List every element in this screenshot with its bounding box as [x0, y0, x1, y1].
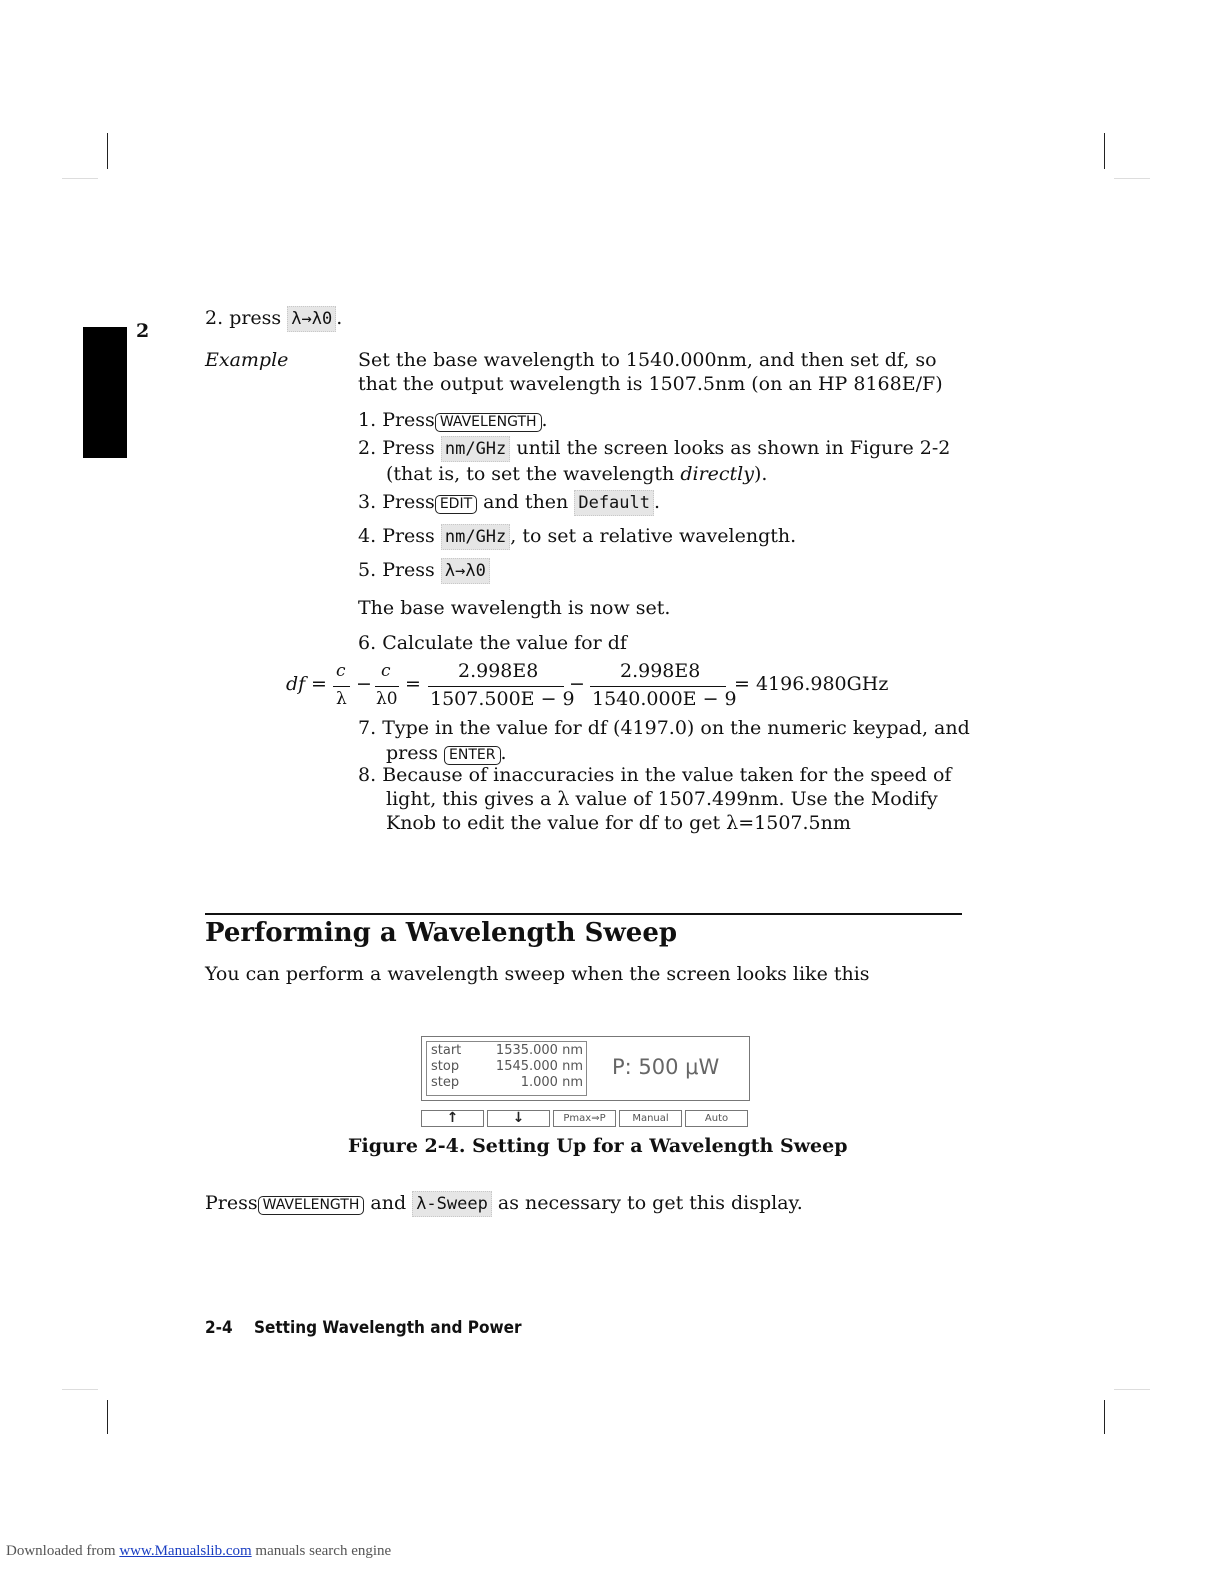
step-text: Press: [382, 437, 435, 459]
instrument-display: [421, 1036, 750, 1101]
formula-result: = 4196.980GHz: [734, 673, 889, 695]
sweep-parameters: [426, 1041, 587, 1096]
nm-ghz-softkey[interactable]: nm/GHz: [441, 524, 510, 550]
formula-lambda0: λ0: [376, 689, 398, 709]
manualslib-link[interactable]: www.Manualslib.com: [119, 1543, 252, 1559]
default-softkey[interactable]: Default: [574, 490, 654, 516]
wavelength-key[interactable]: WAVELENGTH: [258, 1196, 365, 1215]
step-2: [358, 436, 950, 462]
lambda-zero-softkey[interactable]: λ→λ0: [441, 558, 490, 584]
step-number: 3.: [358, 491, 377, 513]
fraction-bar: [333, 686, 350, 687]
step-8-line3: Knob to edit the value for df to get λ=1507.5nm: [386, 812, 851, 834]
punctuation: .: [654, 491, 661, 513]
step-text: Press: [205, 1192, 258, 1214]
manual-softkey[interactable]: Manual: [619, 1110, 682, 1127]
formula-den1: 1507.500E − 9: [430, 688, 575, 710]
step-7: [358, 717, 970, 739]
formula-minus: −: [356, 673, 372, 695]
formula-lhs: df: [286, 673, 306, 695]
intro-step: [205, 306, 342, 332]
crop-mark: [1104, 133, 1105, 169]
step-text: and then: [483, 491, 569, 513]
step-5: [358, 558, 490, 584]
step-text: Calculate the value for df: [382, 632, 627, 654]
step-text: Because of inaccuracies in the value taken for the speed of: [382, 764, 952, 786]
step-text: , to set a relative wavelength.: [510, 525, 797, 547]
formula-den2: 1540.000E − 9: [592, 688, 737, 710]
step-7-line2: [386, 742, 507, 765]
step-text: Press: [382, 559, 435, 581]
pmax-softkey[interactable]: Pmax⇒P: [553, 1110, 616, 1127]
step-text: until the screen looks as shown in Figure 2-2: [516, 437, 951, 459]
example-desc-line2: that the output wavelength is 1507.5nm (on an HP 8168E/F): [358, 373, 943, 395]
step-number: 2.: [358, 437, 377, 459]
example-label: [205, 349, 288, 371]
section-heading: Performing a Wavelength Sweep: [205, 918, 678, 948]
step-text: Press: [382, 491, 435, 513]
formula-minus: −: [569, 673, 585, 695]
crop-mark: [1104, 1400, 1105, 1434]
formula-c: c: [336, 661, 346, 681]
step-number: 7.: [358, 717, 377, 739]
example-label-text: Example: [205, 349, 289, 371]
final-instruction: [205, 1191, 803, 1217]
crop-mark: [62, 178, 98, 179]
step-8-line2: light, this gives a λ value of 1507.499nm. Use the Modify: [386, 788, 938, 810]
crop-mark: [107, 133, 108, 169]
row-value: 1535.000 nm: [495, 1043, 583, 1058]
chapter-title: Setting Wavelength and Power: [253, 1318, 522, 1338]
step-3: [358, 490, 660, 516]
step-8: [358, 764, 951, 786]
page-number: 2-4: [205, 1318, 233, 1338]
section-intro: You can perform a wavelength sweep when the screen looks like this: [205, 963, 870, 985]
step-text: press: [229, 307, 282, 329]
row-label: stop: [431, 1059, 460, 1074]
punctuation: .: [336, 307, 343, 329]
row-value: 1.000 nm: [520, 1075, 583, 1090]
formula-c: c: [381, 661, 391, 681]
lambda-sweep-softkey[interactable]: λ-Sweep: [412, 1191, 492, 1217]
formula-num1: 2.998E8: [458, 660, 539, 682]
step-text: ).: [754, 463, 768, 485]
step-6: [358, 632, 627, 654]
crop-mark: [1114, 1389, 1150, 1390]
down-arrow-softkey[interactable]: ↓: [487, 1110, 550, 1127]
step-2-line2: [386, 463, 767, 485]
figure-caption: Figure 2-4. Setting Up for a Wavelength Sweep: [348, 1135, 848, 1157]
step-number: 4.: [358, 525, 377, 547]
chapter-number: 2: [136, 320, 150, 342]
sweep-stop-row: [431, 1059, 583, 1075]
formula-equals: =: [405, 673, 421, 695]
step-1: [358, 409, 548, 432]
row-value: 1545.000 nm: [495, 1059, 583, 1074]
formula-lambda: λ: [336, 689, 347, 709]
punctuation: .: [541, 409, 548, 431]
base-set-text: The base wavelength is now set.: [358, 597, 671, 619]
row-label: start: [431, 1043, 462, 1058]
step-number: 5.: [358, 559, 377, 581]
download-note: [6, 1543, 391, 1560]
formula-num2: 2.998E8: [620, 660, 701, 682]
crop-mark: [107, 1400, 108, 1434]
page-footer: [205, 1318, 522, 1338]
enter-key[interactable]: ENTER: [444, 746, 500, 765]
sweep-step-row: [431, 1075, 583, 1091]
download-prefix: Downloaded from: [6, 1543, 116, 1559]
punctuation: .: [500, 742, 507, 764]
step-text: Press: [382, 525, 435, 547]
download-suffix: manuals search engine: [255, 1543, 392, 1559]
chapter-tab: [83, 327, 127, 458]
step-4: [358, 524, 796, 550]
step-text: (that is, to set the wavelength: [386, 463, 681, 485]
step-text: Type in the value for df (4197.0) on the numeric keypad, and: [382, 717, 970, 739]
power-readout: P: 500 μW: [612, 1055, 720, 1079]
auto-softkey[interactable]: Auto: [685, 1110, 748, 1127]
formula-equals: =: [311, 673, 327, 695]
step-number: 6.: [358, 632, 377, 654]
edit-key[interactable]: EDIT: [435, 495, 477, 514]
section-rule: [205, 913, 962, 915]
fraction-bar: [590, 686, 726, 687]
example-desc-line1: Set the base wavelength to 1540.000nm, and then set df, so: [358, 349, 937, 371]
row-label: step: [431, 1075, 460, 1090]
crop-mark: [1114, 178, 1150, 179]
step-text: Press: [382, 409, 435, 431]
crop-mark: [62, 1389, 98, 1390]
step-number: 1.: [358, 409, 377, 431]
sweep-start-row: [431, 1043, 583, 1059]
fraction-bar: [375, 686, 399, 687]
lambda-zero-softkey[interactable]: λ→λ0: [287, 306, 336, 332]
step-text: and: [370, 1192, 407, 1214]
fraction-bar: [428, 686, 564, 687]
nm-ghz-softkey[interactable]: nm/GHz: [441, 436, 510, 462]
step-text: as necessary to get this display.: [497, 1192, 803, 1214]
emphasis: directly: [680, 463, 754, 485]
up-arrow-softkey[interactable]: ↑: [421, 1110, 484, 1127]
wavelength-key[interactable]: WAVELENGTH: [435, 413, 542, 432]
step-number: 2.: [205, 307, 224, 329]
step-text: press: [386, 742, 438, 764]
step-number: 8.: [358, 764, 377, 786]
